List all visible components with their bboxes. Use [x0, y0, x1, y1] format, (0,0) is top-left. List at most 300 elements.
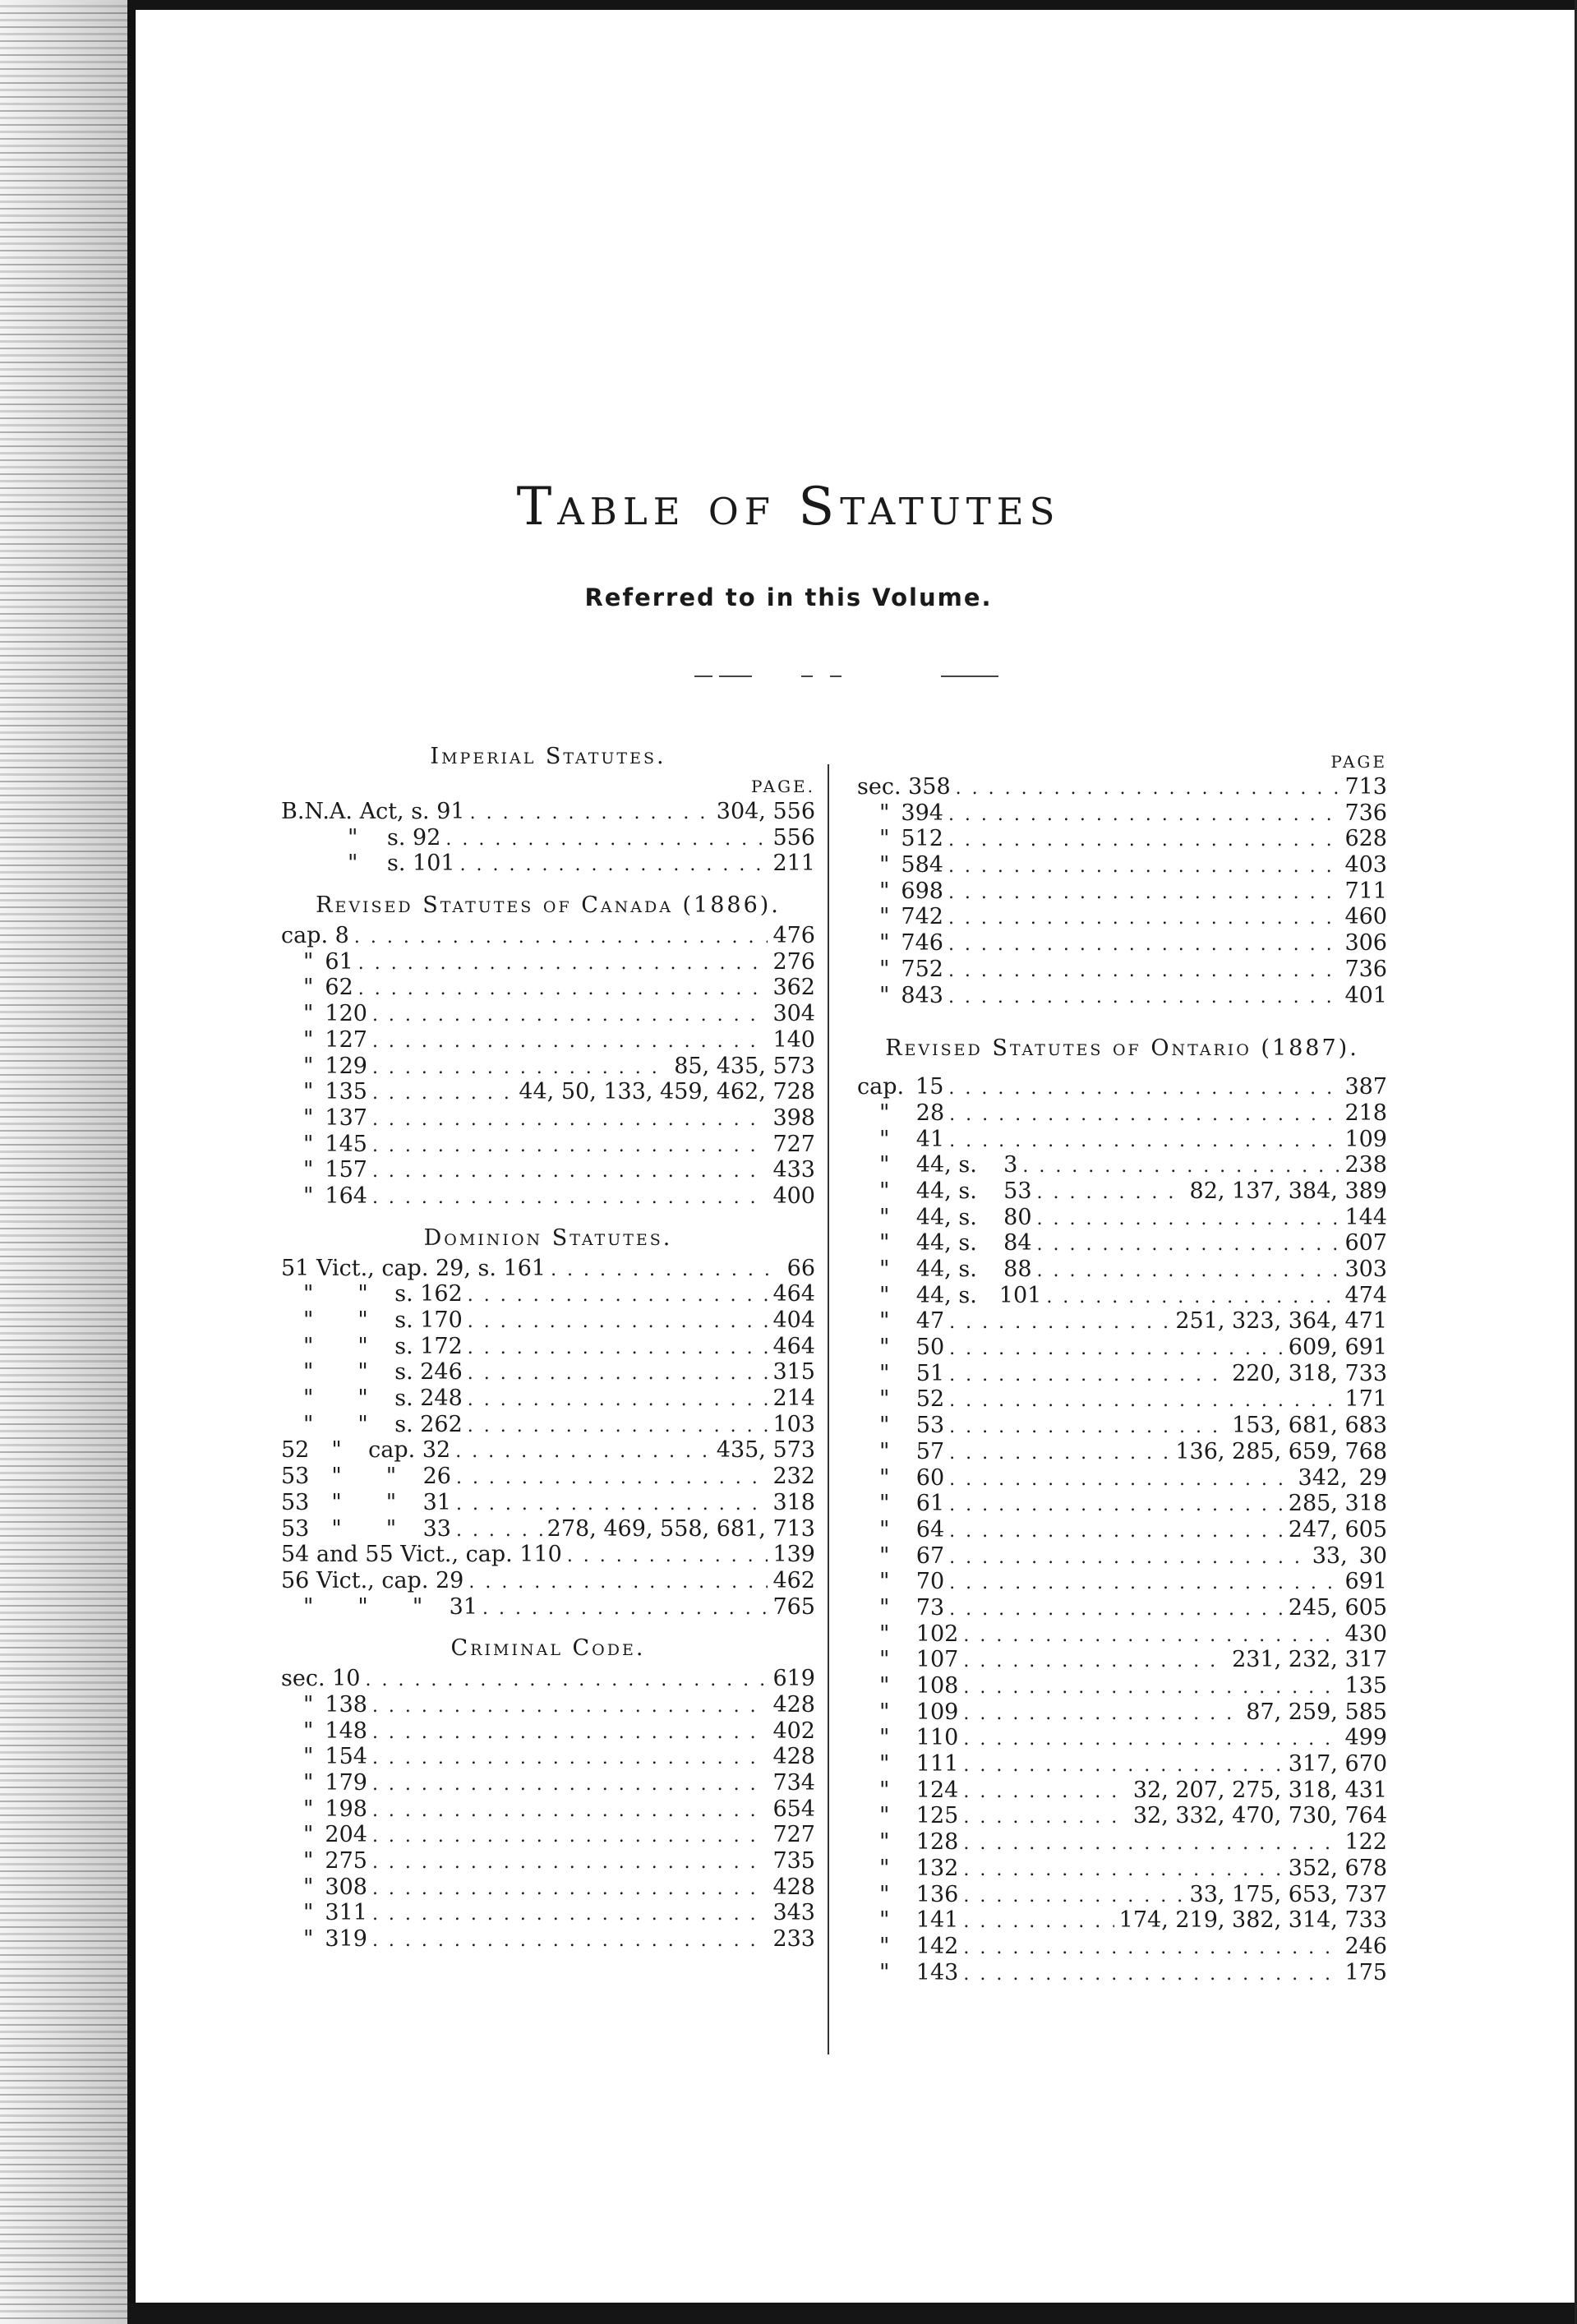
page-numbers: 153, 681, 683 [1232, 1413, 1387, 1439]
dot-leader [949, 1388, 1340, 1414]
section-heading-revised-ontario: Revised Statutes of Ontario (1887). [885, 1035, 1359, 1062]
ornament-rule [830, 676, 842, 677]
page-numbers: 464 [772, 1281, 815, 1307]
dot-leader [949, 1414, 1227, 1441]
statute-entry [857, 1882, 1387, 1908]
statute-reference: " 52 [857, 1386, 945, 1413]
statute-reference: " 44, s. 80 [857, 1204, 1032, 1230]
dot-leader [949, 1441, 1170, 1467]
statute-entry [281, 851, 815, 877]
dot-leader [372, 1159, 768, 1185]
dot-leader [963, 1623, 1340, 1649]
statute-entry [857, 1257, 1387, 1283]
page-numbers: 474 [1344, 1282, 1387, 1308]
statute-reference: " 53 [857, 1413, 945, 1439]
page-numbers: 285, 318 [1288, 1491, 1387, 1517]
statute-reference: " 47 [857, 1308, 945, 1335]
page-numbers: 44, 50, 133, 459, 462, 728 [519, 1079, 815, 1105]
dot-leader [963, 1857, 1283, 1884]
statute-entry [857, 1335, 1387, 1361]
statute-entry [281, 1900, 815, 1926]
statute-entry [281, 1568, 815, 1594]
statute-reference: " " s. 170 [281, 1307, 463, 1333]
statute-reference: " 41 [857, 1126, 945, 1152]
right-column [857, 740, 1387, 1985]
dot-leader [948, 1076, 1340, 1102]
section-heading-criminal-code: Criminal Code. [450, 1635, 646, 1662]
dot-leader [963, 1831, 1340, 1857]
dot-leader [482, 1596, 768, 1622]
page-numbers: 398 [772, 1104, 815, 1131]
page-numbers: 232 [772, 1464, 815, 1490]
statute-entry [857, 1205, 1387, 1231]
statute-reference: " 64 [857, 1516, 945, 1542]
statute-reference: " 109 [857, 1699, 959, 1725]
statute-entry [281, 923, 815, 949]
page-numbers: 691 [1344, 1569, 1387, 1595]
page-numbers: 433 [772, 1157, 815, 1183]
statute-entry [857, 1960, 1387, 1986]
page-numbers: 387 [1344, 1074, 1387, 1100]
statute-entry [281, 1874, 815, 1901]
dot-leader [354, 925, 768, 951]
dot-leader [372, 1928, 768, 1954]
statute-entry [857, 1074, 1387, 1100]
entries-revised-ontario [857, 1074, 1387, 1985]
statute-entry [857, 1465, 1387, 1492]
statute-entry [281, 1105, 815, 1132]
statute-reference: " 179 [281, 1770, 367, 1796]
statute-entry [857, 1647, 1387, 1673]
page-numbers: 85, 435, 573 [674, 1053, 815, 1079]
dot-leader [358, 951, 768, 977]
page-numbers: 403 [1344, 852, 1387, 878]
dot-leader [372, 1133, 768, 1160]
statute-reference: " 742 [857, 904, 943, 930]
page-numbers: 342, 29 [1298, 1464, 1387, 1491]
statute-reference: " " s. 162 [281, 1281, 463, 1307]
page-numbers: 278, 469, 558, 681, 713 [546, 1515, 815, 1542]
dot-leader [1037, 1232, 1340, 1258]
statute-reference: 53 " " 33 [281, 1515, 451, 1542]
statute-entry [281, 1054, 815, 1080]
dot-leader [949, 1570, 1340, 1597]
statute-reference: " 44, s. 3 [857, 1152, 1018, 1178]
statute-entry [857, 1595, 1387, 1621]
statute-reference: cap. 15 [857, 1074, 944, 1100]
page-numbers: 245, 605 [1288, 1594, 1387, 1621]
statute-entry [281, 949, 815, 975]
entries-dominion [281, 1256, 815, 1621]
statute-entry [281, 1464, 815, 1490]
page-numbers: 33, 175, 653, 737 [1189, 1881, 1387, 1907]
statute-reference: 51 Vict., cap. 29, s. 161 [281, 1255, 546, 1281]
statute-entry [281, 1307, 815, 1334]
dot-leader [372, 1876, 768, 1902]
statute-entry [281, 1386, 815, 1412]
dot-leader [456, 1518, 542, 1544]
page-title: Table of Statutes [516, 477, 1061, 537]
statute-reference: " 102 [857, 1621, 959, 1647]
statute-reference: sec. 10 [281, 1666, 361, 1692]
statute-entry [857, 1778, 1387, 1804]
dot-leader [365, 1667, 768, 1694]
ornament-rule [694, 676, 712, 677]
page-numbers: 556 [772, 824, 815, 851]
statute-reference: " 142 [857, 1933, 959, 1959]
statute-reference: " " " 31 [281, 1593, 478, 1620]
page-numbers: 211 [772, 851, 815, 877]
statute-reference: " 60 [857, 1464, 945, 1491]
statute-entry [281, 825, 815, 851]
statute-entry [857, 904, 1387, 930]
statute-reference: " 135 [281, 1079, 367, 1105]
page-numbers: 103 [772, 1411, 815, 1437]
statute-entry [857, 1127, 1387, 1153]
page-numbers: 362 [772, 975, 815, 1001]
ornament-rule [941, 676, 998, 677]
statute-reference: " " s. 262 [281, 1411, 463, 1437]
ornament-rule [801, 676, 813, 677]
page-numbers: 727 [772, 1131, 815, 1157]
statute-reference: " 275 [281, 1848, 367, 1874]
statute-entry [281, 1796, 815, 1823]
statute-entry [857, 1178, 1387, 1205]
dot-leader [456, 1465, 768, 1492]
page-numbers: 317, 670 [1288, 1751, 1387, 1778]
page-numbers: 404 [772, 1307, 815, 1333]
statute-reference: " 843 [857, 982, 943, 1008]
statute-entry [857, 930, 1387, 957]
dot-leader [455, 1439, 712, 1465]
statute-entry [857, 1803, 1387, 1829]
page-numbers: 135 [1344, 1673, 1387, 1699]
statute-entry [281, 1744, 815, 1770]
dot-leader [468, 1335, 768, 1362]
statute-entry [281, 1334, 815, 1360]
dot-leader [372, 1720, 768, 1746]
page-numbers: 220, 318, 733 [1232, 1360, 1387, 1386]
statute-reference: " 61 [281, 948, 353, 975]
entries-criminal-code [281, 1666, 815, 1953]
page-numbers: 144 [1344, 1204, 1387, 1230]
statute-reference: " 204 [281, 1822, 367, 1848]
page-numbers: 233 [772, 1926, 815, 1953]
statute-reference: " 108 [857, 1673, 959, 1699]
statute-entry [281, 1079, 815, 1105]
statute-entry [281, 1157, 815, 1183]
statute-entry [857, 1751, 1387, 1778]
page-numbers: 402 [772, 1718, 815, 1744]
page-numbers: 218 [1344, 1100, 1387, 1126]
statute-entry [857, 1308, 1387, 1335]
section-heading-dominion: Dominion Statutes. [423, 1224, 673, 1251]
page-numbers: 315 [772, 1359, 815, 1386]
page-numbers: 727 [772, 1822, 815, 1848]
statute-entry [281, 1183, 815, 1210]
dot-leader [963, 1727, 1340, 1753]
statute-entry [857, 1361, 1387, 1387]
statute-entry [857, 1725, 1387, 1751]
dot-leader [949, 1363, 1227, 1389]
dot-leader [372, 1850, 768, 1876]
page-numbers: 343 [772, 1900, 815, 1926]
statute-entry [857, 1439, 1387, 1465]
dot-leader [468, 1283, 768, 1309]
statute-entry [857, 1673, 1387, 1699]
dot-leader [358, 976, 768, 1003]
statute-reference: " 394 [857, 800, 943, 826]
statute-reference: " 50 [857, 1335, 945, 1361]
statute-reference: " 62 [281, 975, 353, 1001]
statute-reference: " 584 [857, 852, 943, 878]
statute-reference: " 61 [857, 1491, 945, 1517]
statute-entry [281, 1666, 815, 1692]
statute-reference: " 141 [857, 1907, 959, 1934]
statute-entry [857, 1907, 1387, 1934]
statute-entry [857, 1100, 1387, 1127]
page-numbers: 476 [772, 923, 815, 949]
statute-reference: " 125 [857, 1803, 959, 1829]
statute-entry [857, 774, 1387, 800]
entries-revised-canada [281, 923, 815, 1210]
page-numbers: 214 [772, 1386, 815, 1412]
statute-entry [857, 1543, 1387, 1570]
statute-reference: " 132 [857, 1855, 959, 1881]
entries-imperial [281, 799, 815, 877]
dot-leader [963, 1675, 1340, 1701]
page-numbers: 428 [772, 1744, 815, 1770]
dot-leader [372, 1745, 768, 1772]
statute-entry [281, 1516, 815, 1542]
page-numbers: 735 [772, 1848, 815, 1874]
statute-reference: " 124 [857, 1777, 959, 1803]
statute-entry [281, 1926, 815, 1953]
statute-entry [857, 1569, 1387, 1595]
page-numbers: 32, 332, 470, 730, 764 [1132, 1803, 1387, 1829]
dot-leader [948, 802, 1340, 828]
section-heading-revised-canada: Revised Statutes of Canada (1886). [316, 892, 781, 919]
page-numbers: 711 [1344, 878, 1387, 904]
page-numbers: 140 [772, 1026, 815, 1053]
statute-reference: " 752 [857, 956, 943, 982]
page-numbers: 318 [772, 1489, 815, 1515]
page-numbers: 122 [1344, 1829, 1387, 1856]
statute-reference: " 128 [857, 1829, 959, 1856]
statute-entry [857, 957, 1387, 983]
statute-reference: " 138 [281, 1691, 367, 1718]
statute-entry [857, 878, 1387, 905]
statute-entry [281, 1281, 815, 1307]
dot-leader [949, 1310, 1170, 1336]
dot-leader [468, 1361, 768, 1387]
dot-leader [949, 1102, 1340, 1128]
dot-leader [948, 984, 1340, 1011]
page-numbers: 428 [772, 1874, 815, 1900]
page-numbers: 171 [1344, 1386, 1387, 1413]
statute-reference: " s. 101 [281, 851, 455, 877]
dot-leader [372, 1081, 514, 1107]
page-column-header: PAGE [1330, 752, 1387, 772]
page-numbers: 609, 691 [1288, 1335, 1387, 1361]
statute-entry [281, 1256, 815, 1282]
dot-leader [372, 1694, 768, 1720]
statute-reference: 53 " " 26 [281, 1464, 451, 1490]
dot-leader [963, 1909, 1114, 1935]
page-numbers: 462 [772, 1567, 815, 1593]
dot-leader [956, 776, 1340, 802]
left-column [281, 740, 815, 1953]
statute-reference: " 107 [857, 1647, 959, 1673]
statute-entry [281, 975, 815, 1001]
statute-reference: " 512 [857, 826, 943, 852]
statute-reference: cap. 8 [281, 923, 349, 949]
dot-leader [948, 932, 1340, 958]
page-numbers: 499 [1344, 1725, 1387, 1751]
dot-leader [949, 1545, 1307, 1571]
scan-top-edge [127, 0, 1577, 10]
statute-reference: " 127 [281, 1026, 367, 1053]
page-numbers: 400 [772, 1183, 815, 1209]
page-numbers: 66 [786, 1255, 815, 1281]
dot-leader [963, 1884, 1184, 1910]
dot-leader [963, 1648, 1227, 1675]
statute-reference: 52 " cap. 32 [281, 1437, 451, 1464]
statute-reference: " 44, s. 84 [857, 1230, 1032, 1257]
dot-leader [372, 1029, 768, 1055]
dot-leader [963, 1962, 1340, 1988]
entries-criminal-code-cont [857, 774, 1387, 1008]
statute-reference: " 129 [281, 1053, 367, 1079]
dot-leader [372, 1003, 768, 1029]
statute-reference: " 28 [857, 1100, 945, 1126]
statute-reference: " 44, s. 88 [857, 1257, 1032, 1282]
statute-entry [281, 1692, 815, 1718]
page-numbers: 464 [772, 1333, 815, 1359]
statute-entry [857, 1413, 1387, 1439]
page-numbers: 231, 232, 317 [1232, 1647, 1387, 1673]
dot-leader [468, 1413, 768, 1440]
statute-entry [281, 1359, 815, 1386]
statute-reference: " " s. 172 [281, 1333, 463, 1359]
statute-reference: " 51 [857, 1360, 945, 1386]
statute-entry [857, 1829, 1387, 1856]
page-numbers: 765 [772, 1593, 815, 1620]
statute-reference: " s. 92 [281, 824, 441, 851]
statute-reference: " 44, s. 53 [857, 1178, 1032, 1204]
statute-entry [281, 1848, 815, 1874]
dot-leader [963, 1753, 1283, 1779]
dot-leader [1037, 1206, 1340, 1233]
dot-leader [948, 854, 1340, 880]
statute-reference: 53 " " 31 [281, 1489, 451, 1515]
dot-leader [1037, 1180, 1185, 1206]
dot-leader [372, 1902, 768, 1928]
statute-reference: " 198 [281, 1796, 367, 1822]
dot-leader [949, 1597, 1284, 1623]
statute-reference: " 319 [281, 1926, 367, 1953]
dot-leader [948, 828, 1340, 854]
section-heading-imperial: Imperial Statutes. [430, 744, 666, 769]
dot-leader [372, 1107, 768, 1133]
statute-entry [281, 1437, 815, 1464]
statute-reference: " 145 [281, 1131, 367, 1157]
statute-entry [281, 1718, 815, 1745]
statute-reference: " 137 [281, 1104, 367, 1131]
page-numbers: 251, 323, 364, 471 [1175, 1308, 1387, 1335]
statute-entry [281, 1594, 815, 1621]
statute-entry [857, 1386, 1387, 1413]
page-numbers: 654 [772, 1796, 815, 1822]
statute-entry [857, 1699, 1387, 1726]
dot-leader [372, 1772, 768, 1798]
statute-reference: " 120 [281, 1001, 367, 1027]
page-numbers: 736 [1344, 956, 1387, 982]
dot-leader [468, 1309, 768, 1335]
statute-reference: B.N.A. Act, s. 91 [281, 799, 465, 824]
statute-entry [857, 1621, 1387, 1648]
dot-leader [551, 1257, 782, 1284]
statute-reference: " 698 [857, 878, 943, 904]
scan-bottom-edge [127, 2303, 1577, 2324]
page-numbers: 109 [1344, 1126, 1387, 1152]
page-numbers: 428 [772, 1691, 815, 1718]
statute-reference: sec. 358 [857, 774, 951, 800]
dot-leader [1022, 1154, 1340, 1180]
statute-entry [857, 1856, 1387, 1882]
statute-entry [281, 1770, 815, 1796]
page-subtitle: Referred to in this Volume. [584, 583, 993, 611]
dot-leader [963, 1701, 1241, 1727]
statute-reference: " 44, s. 101 [857, 1282, 1042, 1308]
page-numbers: 607 [1344, 1230, 1387, 1257]
statute-entry [857, 1934, 1387, 1960]
statute-reference: " 157 [281, 1157, 367, 1183]
page-numbers: 460 [1344, 904, 1387, 930]
dot-leader [1037, 1258, 1340, 1284]
dot-leader [372, 1798, 768, 1824]
statute-reference: " 73 [857, 1594, 945, 1621]
ornament-rule [719, 676, 752, 677]
statute-reference: 56 Vict., cap. 29 [281, 1567, 464, 1593]
page-column-header: PAGE. [751, 777, 815, 796]
page-numbers: 736 [1344, 800, 1387, 826]
statute-entry [281, 1027, 815, 1054]
statute-entry [281, 1132, 815, 1158]
page-numbers: 174, 219, 382, 314, 733 [1118, 1907, 1387, 1934]
dot-leader [963, 1805, 1127, 1831]
statute-reference: " 164 [281, 1183, 367, 1209]
dot-leader [470, 800, 712, 827]
statute-reference: " 148 [281, 1718, 367, 1744]
dot-leader [460, 852, 768, 878]
page-numbers: 87, 259, 585 [1246, 1699, 1387, 1725]
page-numbers: 619 [772, 1666, 815, 1692]
dot-leader [468, 1387, 768, 1413]
page-numbers: 401 [1344, 982, 1387, 1008]
page-numbers: 304, 556 [716, 799, 815, 824]
statute-entry [857, 1283, 1387, 1309]
page-numbers: 276 [772, 948, 815, 975]
statute-entry [281, 1490, 815, 1516]
page-numbers: 303 [1344, 1257, 1387, 1282]
dot-leader [963, 1779, 1127, 1805]
dot-leader [949, 1467, 1293, 1493]
dot-leader [372, 1055, 669, 1081]
page-numbers: 139 [772, 1542, 815, 1568]
page-numbers: 82, 137, 384, 389 [1189, 1178, 1387, 1204]
statute-reference: " 136 [857, 1881, 959, 1907]
